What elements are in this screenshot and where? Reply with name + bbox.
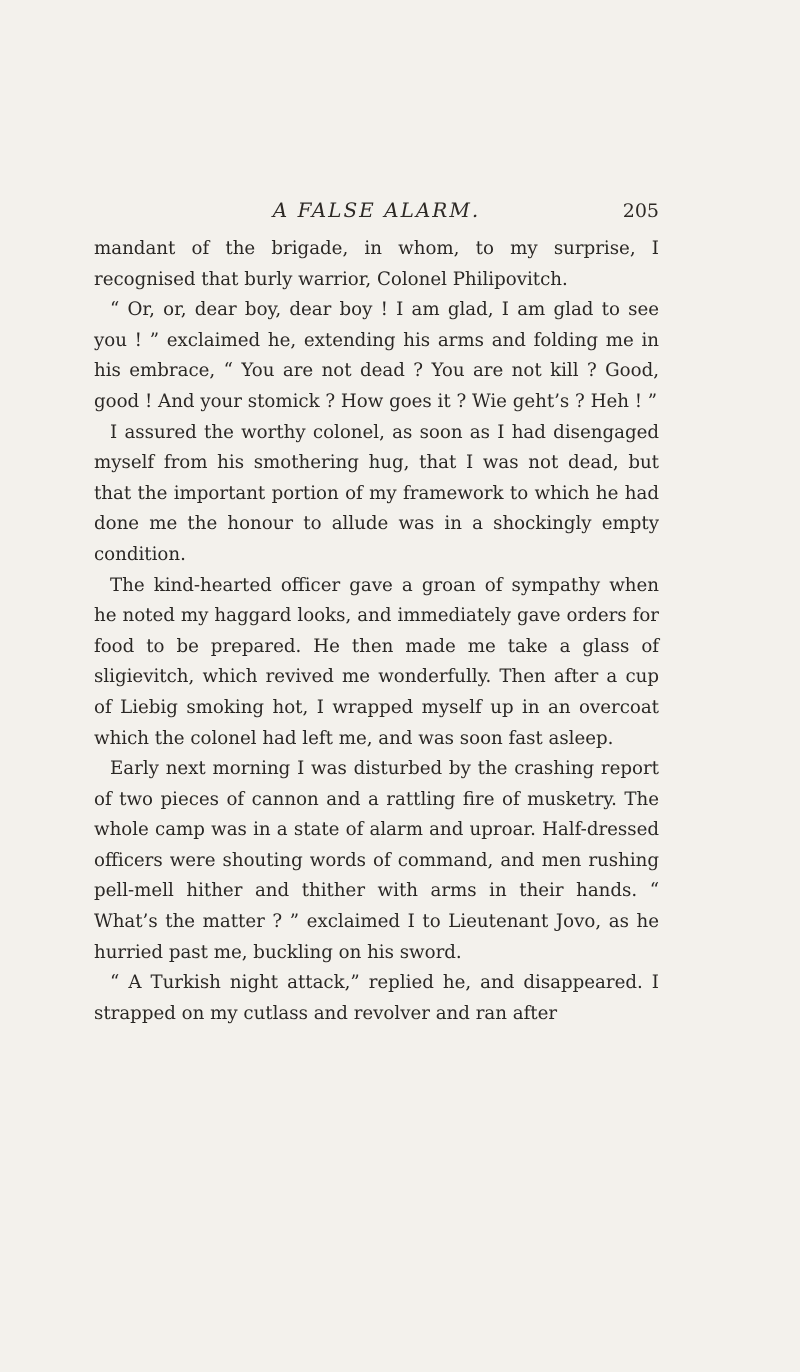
page-number: 205	[622, 200, 659, 222]
paragraph-kind-officer: The kind-hearted officer gave a groan of sympathy when he noted my haggard looks, and immediately gave orders for food to be prepared. He then made me take a glass of sligievitch, which revived me wonderfully. Then after a cup of Liebig smoking hot, I wrapped myself up in an overcoat which the colonel had left me, and was soon fast asleep.	[94, 574, 659, 749]
body-text	[94, 234, 659, 1029]
paragraph-night-attack: “ A Turkish night attack,” replied he, and disappeared. I strapped on my cutlass and revolver and ran after	[94, 972, 659, 1024]
page-header	[94, 198, 659, 228]
paragraph-early-morning: Early next morning I was disturbed by the crashing report of two pieces of cannon and a rattling fire of musketry. The whole camp was in a state of alarm and uproar. Half-dressed officers were shouting words of command, and men rushing pell-mell hither and thither with arms in their hands. “ What’s the matter ? ” exclaimed I to Lieutenant Jovo, as he hurried past me, buckling on his sword.	[94, 758, 659, 963]
paragraph-colonel-greeting: “ Or, or, dear boy, dear boy ! I am glad, I am glad to see you ! ” exclaimed he, extending his arms and folding me in his embrace, “ You are not dead ? You are not kill ? Good, good ! And your stomick ? How goes it ? Wie geht’s ? Heh ! ”	[94, 299, 659, 412]
paragraph-continued: mandant of the brigade, in whom, to my surprise, I recognised that burly warrior, Colonel Philipovitch.	[94, 238, 659, 290]
running-title: A FALSE ALARM.	[272, 198, 481, 222]
paragraph-assured-colonel: I assured the worthy colonel, as soon as I had disengaged myself from his smothering hug, that I was not dead, but that the important portion of my framework to which he had done me the honour to allude was in a shockingly empty condition.	[94, 421, 659, 565]
